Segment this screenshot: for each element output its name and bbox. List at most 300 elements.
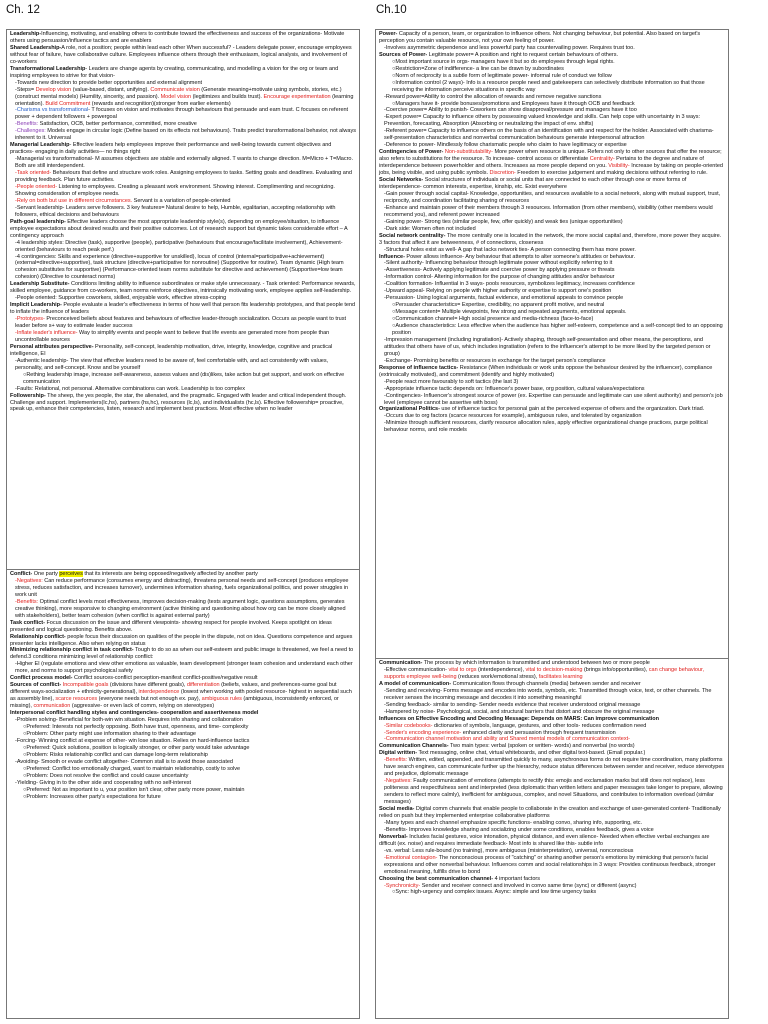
note-line	[379, 393, 725, 407]
note-text: Social structures of individuals or social units that are connected to each other through one or more forms of interdependence- common interests, expertise, kinship, etc. Exist everywhere	[379, 177, 687, 190]
note-text: ○Communication channel= High social presence and media-richness (face-to-face)	[392, 316, 594, 323]
communication-notes-box	[375, 659, 729, 1019]
note-line	[10, 316, 356, 330]
note-text: Social Networks-	[379, 177, 424, 184]
note-text: use of influence tactics for personal gain at the perceived expense of others and the organization. Dark triad.	[439, 406, 705, 413]
note-text: Model vision	[160, 93, 192, 100]
note-line	[10, 205, 356, 219]
note-text: Response of influence tactics-	[379, 364, 459, 371]
note-line	[10, 156, 356, 170]
note-text: ○Managers have it- provide bonuses/promotions and Employees have it through OCB and feedback	[392, 100, 635, 107]
note-text: -Negatives:	[384, 778, 412, 785]
note-text: Models engage in circular logic (Define based on its effects not behaviours). Traits predict transformational behavior, not always inherent to it. Universal	[15, 128, 356, 142]
note-text: Conflict process model-	[10, 675, 73, 682]
note-line	[10, 724, 356, 731]
note-text: Non-substitutability-	[444, 149, 493, 156]
note-text: ○Restriction=Zone of indifference- a line can be drawn by subordinates	[392, 65, 564, 72]
note-line	[10, 184, 356, 198]
note-line	[10, 634, 356, 648]
right-column	[375, 29, 729, 1019]
note-line	[379, 883, 725, 890]
note-text: Leadership Substitute-	[10, 281, 70, 288]
note-text: Way to simplify events and people want to believe that life events are generated more from people than uncontrollable sources	[15, 329, 330, 343]
note-line	[10, 240, 356, 254]
note-text: Implicit Leadership-	[10, 302, 62, 309]
note-line	[379, 31, 725, 45]
note-line	[379, 743, 725, 750]
note-text: Communication flows through channels (media) between sender and receiver	[451, 680, 641, 687]
note-line	[10, 121, 356, 128]
note-text: vital to orgs	[448, 666, 477, 673]
note-line	[379, 413, 725, 420]
note-text: Social media-	[379, 806, 415, 813]
note-line	[10, 198, 356, 205]
note-text: ○Persuader characteristics= Expertise, credibility, no apparent profit motive, and neutral	[392, 302, 605, 309]
note-text: -Hampered by noise- Psychological, social, and structural barriers that distort and obscure the original message	[384, 708, 655, 715]
note-text: -Structural holes exist as well- A gap that lacks network ties- A person connecting them has more power.	[384, 246, 636, 253]
note-line	[379, 142, 725, 149]
note-line	[10, 358, 356, 372]
note-text: ○Information control (2 ways)- Info is a resource people need and gatekeepers can selectively distribute information so that those receiving the information perceive situations in specific way	[392, 79, 705, 93]
note-text: Social network centrality-	[379, 232, 446, 239]
note-text: enhanced clarity and persuasion through frequent transmission	[461, 729, 616, 736]
note-text: Influencing, motivating, and enabling others to contribute toward the effectiveness and success of the organizations- Motivate others using persuasion/influence tactics and are enablers	[10, 31, 345, 44]
note-text: ambiguous rules	[201, 696, 242, 703]
note-text: Build Commitment	[45, 100, 91, 107]
note-line	[379, 101, 725, 108]
note-text: -Appropriate influence tactic depends on: Influencer's power base, org position, cultural values/expectations	[384, 385, 645, 392]
note-text: -People oriented: Supportive coworkers, skilled, enjoyable work, effective stress-coping	[15, 295, 227, 302]
note-line	[10, 738, 356, 745]
note-text: -Managerial vs transformational- M assumes objectives are stable and externally aligned. T wants to change direction. M=Micro + T=Macro. Both are still interdependent.	[15, 156, 353, 170]
left-column	[6, 29, 360, 1019]
note-text: Nonverbal-	[379, 833, 408, 840]
note-text: Power-	[379, 31, 398, 37]
note-text: -Avoiding- Smooth or evade conflict altogether- Common stall is to avoid those associated	[15, 758, 233, 765]
note-text: Conditions limiting ability to influence subordinates or make style unnecessary. - Task oriented: Performance rewards, skilled employee, guidance from co-workers, team norms reinforce objectives, intrinsically motivating work, employee applies self-leadership.	[10, 281, 356, 295]
note-line	[10, 759, 356, 766]
note-text: The process by which information is transmitted and understood between two or more people	[422, 660, 650, 666]
note-line	[379, 736, 725, 743]
note-line	[379, 302, 725, 309]
note-text: -Contingencies- Influencer's strongest source of power (ex. Expertise can persuade and legitimate can use silent authority) and person's job level (employee cannot be assertive with boss)	[384, 392, 723, 406]
note-text: ○Problem: Does not resolve the conflict and could cause uncertainty	[23, 772, 189, 779]
note-text: -Deference to power- Mindlessly follow charismatic people who claim to have legitimacy or expertise	[384, 142, 627, 149]
note-text: -Exchange- Promising benefits or resources in exchange for the target person's compliance	[384, 357, 606, 364]
note-text: -Reward power=Ability to control the allocation of rewards and remove negative sanctions	[384, 93, 602, 100]
note-text: People evaluate a leader's effectiveness in terms of how well that person fits leadership prototypes, and that people tend to inflate the influence of leaders	[10, 302, 356, 316]
note-text: Discretion-	[489, 170, 516, 177]
note-text: The nonconscious process of "catching" or sharing another person's emotions by mimicking that person's facial expressions and other nonverbal behaviour. Influences comm and social relationships in 3 ways: Provides continuous feedback, stronger emotional meaning, fulfills drive to bond	[384, 854, 716, 875]
note-text: -Assertiveness- Actively applying legitimate and coercive power by applying pressure or threats	[384, 267, 615, 274]
note-text: Leadership-	[10, 31, 42, 37]
note-line	[379, 702, 725, 709]
note-line	[10, 731, 356, 738]
note-text: -Dark side: Women often not included	[384, 225, 476, 232]
note-line	[10, 766, 356, 773]
note-text: (value-based, distant, unifying).	[71, 86, 151, 93]
note-line	[379, 778, 725, 806]
note-line	[10, 571, 356, 578]
note-line	[379, 723, 725, 730]
note-line	[10, 254, 356, 282]
note-text: -4 contingencies: Skills and experience (directive+supportive for unskilled), locus of control (internal=participative+achievement) (external=directive+supportive), task structure (directive+participative for nonroutine) (Supportive for routine). Team dynamic (High team cohesion substitutes for supportive) (Performance-oriented team norms substitute for directive and achievement) (Supportive=low team cohesion) (Directive to counteract norms)	[15, 253, 344, 281]
note-text: -Benefits- Improves knowledge sharing and socializing under some conditions, enables feedback, gives a voice	[384, 826, 654, 833]
note-line	[10, 710, 356, 717]
note-line	[379, 316, 725, 323]
note-text: Freedom to exercise judgement and making decisions without referring to rule.	[515, 170, 708, 177]
note-text: (learning orientation).	[15, 93, 354, 107]
note-text: -Many types and each channel emphasize specific functions- enabling convo, sharing info, supporting, etc.	[384, 819, 643, 826]
note-line	[379, 716, 725, 723]
note-text: -Benefits:	[15, 598, 39, 605]
note-text: A model of communication-	[379, 680, 452, 687]
note-text: -Sending and receiving- Forms message and encodes into words, symbols, etc. Transmitted through voice, text, or other channels. The receiver senses the incoming message and decodes it into something meaningful	[384, 687, 712, 701]
note-line	[10, 620, 356, 634]
note-line	[10, 773, 356, 780]
note-text: Includes facial gestures, voice intonation, physical distance, and even silence- Needed when effective verbal exchanges are difficult (ex. noise) and requires immediate feedback- Most info is shared like this- subtle info	[379, 833, 710, 847]
note-line	[379, 806, 725, 820]
note-text: Focus discussion on the issue and different viewpoints- showing respect for people involved. Keeps spotlight on ideas presented and logical questioning. Benefits above.	[10, 619, 332, 633]
note-line	[379, 406, 725, 413]
note-text: More power when resource is unique. Refers not only to other sources that offer the resource; also refers to substitutions for the resource. To increase- control access or differentiate	[379, 149, 722, 163]
note-text: 4 important factors	[493, 875, 540, 882]
note-line	[379, 309, 725, 316]
note-line	[379, 52, 725, 59]
note-line	[379, 107, 725, 114]
note-text: Behaviours that define and structure work roles. Assigning employees to tasks. Setting goals and deadlines. Evaluating and providing feedback. Plan future activities.	[15, 170, 352, 184]
note-text: Satisfaction, OCB, better performance, committed, more creative	[38, 121, 197, 128]
note-line	[379, 288, 725, 295]
note-text: Can reduce performance (consumes energy and distracting), threatens personal needs and self-concept (produces employee stress, reduces satisfaction, and increases turnover), undermines information sharing, fuels organizational politics, and power struggles in work unit	[15, 577, 349, 598]
note-text: (reduces work/emotional stress),	[456, 673, 539, 680]
note-text: Capacity of a person, team, or organization to influence others. Not changing behaviour, but potential. Also based on target's perception you contain valuable resource, not your own feeling of power.	[379, 31, 701, 44]
note-line	[379, 80, 725, 94]
note-text: vital to decision-making	[525, 666, 583, 673]
note-text: Legitimate power= A position and right to request certain behaviours of others.	[427, 51, 618, 58]
note-text: Listening to employees. Creating a pleasant work environment. Showing interest. Complimenting and recognizing. Showing consideration of employee needs.	[15, 183, 335, 197]
note-line	[10, 794, 356, 801]
note-text: Digital comm channels that enable people to collaborate in the creation and exchange of user-generated content- Traditionally relied on push but they implemented enterprise collaborative platforms	[379, 806, 721, 819]
note-text: dictionaries of symbols, language, gestures, and other tools- reduces confirmation need	[432, 722, 647, 729]
note-line	[379, 45, 725, 52]
note-line	[379, 688, 725, 702]
note-line	[10, 780, 356, 787]
note-line	[379, 876, 725, 883]
note-text: -Servant leadership- Leaders serve followers. 3 key features= Natural desire to help, Humble, egalitarian, accepting relationship with followers, ethical decisions and behaviours	[15, 204, 336, 218]
chapter-12-heading: Ch. 12	[6, 4, 40, 16]
note-text: -Coalition formation- Influential in 3 ways- pools resources, symbolizes legitimacy, increases confidence	[384, 281, 635, 288]
note-text: Influence-	[379, 253, 405, 260]
note-text: ○Preferred: Interests not perfectly opposing. Both have trust, openness, and time- complexity	[23, 723, 249, 730]
note-text: Task conflict-	[10, 619, 45, 626]
note-line	[379, 820, 725, 827]
note-text: Conflict-	[10, 571, 33, 577]
note-text: Written, edited, appended, and transmitted quickly to many, asynchronous forms do not require time coordination, many platforms have search engines, can communicate further up the hierarchy, reduce status differences between sender and receiver, reduce stereotypes and prejudice, diplomatic message	[384, 757, 725, 778]
note-text: Effective leaders choose the most appropriate leadership style(s), depending on employee/situation, to influence employee expectations about desired results and their positive outcomes. Lot of research support but dynamic takes considerable effort – A contingency approach	[10, 218, 348, 239]
note-line	[10, 66, 356, 80]
note-line	[10, 647, 356, 661]
note-text: -Gain power through social capital- Knowledge, opportunities, and resources available to a social network, along with mutual support, trust, reciprocity, and coordination facilitating sharing of resources	[384, 190, 721, 204]
note-line	[379, 855, 725, 876]
note-line	[10, 107, 356, 121]
note-text: -Sending feedback- similar to sending- Sender needs evidence that receiver understood original message	[384, 701, 641, 708]
note-text: (brings info/opportunities),	[582, 666, 649, 673]
note-line	[379, 260, 725, 267]
note-text: -Impression management (including ingratiation)- Actively shaping, through self-presentation and other means, the perceptions, and attitudes that others have of us, which includes ingratiation (refers to the influencer's attempt to be more liked by the targeted person or group)	[384, 336, 711, 357]
note-text: -Benefits:	[15, 121, 39, 128]
note-line	[10, 219, 356, 240]
note-text: -Silent authority- Influencing behaviour through legitimate power without explicitly referring to it	[384, 260, 613, 267]
note-text: Tough to do so as when our self-esteem and public image is threatened, we feel a need to defend.3 conditions minimizing level of relationship conflict:	[10, 647, 354, 661]
note-line	[379, 681, 725, 688]
note-text: -Expert power= Capacity to influence others by possessing valued knowledge and skills. Can help cope with uncertainty in 3 ways: Prevention, forecasting, Absorption (Absorbing or neutralizing the impact of env. shifts)	[384, 114, 701, 128]
note-text: ○Sync: high-urgency and complex issues. Async: simple and low time urgency tasks	[392, 889, 597, 896]
note-text: Minimizing relationship conflict in task conflict-	[10, 647, 134, 654]
note-text: Followership-	[10, 392, 46, 399]
note-text: scarce resources	[55, 696, 98, 703]
note-line	[10, 578, 356, 599]
note-text: can change behaviour, supports employee well-being	[384, 666, 704, 680]
note-text: Communication-	[379, 660, 423, 666]
note-text: The more centrally one is located in the network, the more social capital and, therefore, more power they acquire. 3 factors that affect it are betweenness, # of connections, closeness	[379, 232, 722, 246]
note-text: One party	[32, 571, 60, 577]
note-line	[379, 730, 725, 737]
note-text: -Yielding- Giving in to the other side and cooperating with no self-interest	[15, 779, 192, 786]
note-line	[379, 757, 725, 778]
note-text: -Negatives:	[15, 577, 43, 584]
conflict-notes-box	[6, 570, 360, 1019]
note-text: ○Most important source in orgs- managers have it but so do employees through legal rights.	[392, 58, 615, 65]
note-text: Contingencies of Power-	[379, 149, 444, 156]
note-text: -Authentic leadership- The view that effective leaders need to be aware of, feel comfortable with, and act consistently with values, personality, and self-concept. Know and be yourself	[15, 357, 329, 371]
note-text: (divisions have different goals),	[108, 682, 187, 689]
note-text: facilitates learning	[538, 673, 583, 680]
note-text: Managerial Leadership	[10, 142, 70, 149]
note-line	[379, 267, 725, 274]
note-line	[379, 295, 725, 302]
note-text: -Information control- Altering information for the purpose of changing attitudes and/or behaviour	[384, 274, 615, 281]
note-text: Power allows influence- Any behaviour that attempts to alter someone's attitudes or behaviour.	[404, 253, 635, 260]
note-line	[10, 599, 356, 620]
note-text: (ambiguous, inconsistently enforced, or missing),	[10, 696, 339, 710]
note-text: ○Problem: Other party might use information sharing to their advantage	[23, 730, 196, 737]
note-line	[10, 45, 356, 66]
note-text: Faulty communication of emotions (attempts to rectify this: emojis and exclamation marks but still does not replace), less politeness and respectfulness sent and interpreted (less diplomatic than written letters and paper messages take longer to prepare, allowing senders to reflect more calmly), inefficient for ambiguous, complex, and novel Situations, and contributes to information overload (similar messages)	[384, 778, 723, 806]
note-text: (aggressive- or even lack of comm, relying on stereotypes)	[70, 703, 215, 710]
note-text: (beliefs, values, and preferences-same goal but different ways-socialization + ethnicity-generational),	[10, 682, 337, 696]
note-line	[379, 365, 725, 379]
note-line	[10, 393, 356, 414]
note-line	[379, 420, 725, 434]
note-text: -Charisma vs transformational	[15, 107, 89, 114]
note-line	[10, 31, 356, 45]
note-line	[379, 73, 725, 80]
note-text: ○Problem: Increases other party's expectations for future	[23, 793, 161, 800]
note-text: Communication Channels-	[379, 743, 449, 750]
note-line	[379, 233, 725, 247]
note-text: -Prototypes-	[15, 316, 45, 323]
note-text: A role, not a position; people within lead each other When successful? - Leaders delegate power, encourage employees without fear of failure, have collaborative culture. Employees influence others through their enthusiasm, logical analysis, and involvement of co-workers	[10, 44, 352, 65]
note-line	[10, 87, 356, 108]
note-text: -Effective communication-	[384, 666, 449, 673]
note-text: Influences on Effective Encoding and Decoding Message: Depends on MARS: Can improve communication	[379, 715, 660, 722]
note-text: -Steps=	[15, 86, 36, 93]
note-text: communication	[33, 703, 71, 710]
note-text: (legitimizes and builds trust).	[191, 93, 264, 100]
chapter-10-heading: Ch.10	[376, 4, 407, 16]
note-line	[379, 889, 725, 896]
note-text: Two main types: verbal (spoken or written- words) and nonverbal (no words)	[448, 743, 635, 750]
note-line	[379, 834, 725, 848]
leadership-notes-box	[6, 29, 360, 570]
note-line	[379, 94, 725, 101]
note-text: Personality, self-concept, leadership motivation, drive, integrity, knowledge, cognitive and practical intelligence, EI	[10, 343, 333, 357]
note-text: Increase by taking on people-oriented jobs, being visible, and using public symbols.	[379, 163, 723, 177]
note-text: Personal attributes perspective-	[10, 343, 94, 350]
note-text: ○Problem: Risks relationship conflict and can damage long-term relationship	[23, 751, 208, 758]
note-text: -4 leadership styles: Directive (task), supportive (people), participative (behaviours that encourage/facilitate involvement), Achievement-oriented (behaviours to reach peak perf.)	[15, 239, 343, 253]
note-line	[10, 787, 356, 794]
note-text: people focus their discussion on qualities of the people in the dispute, not on idea. Questions competence and argues presenter lacks intelligence. Also when relying on status	[10, 633, 353, 647]
note-line	[379, 709, 725, 716]
note-text: Conflict sources-conflict perception-manifest conflict-positive/negative result	[72, 675, 258, 682]
note-text: - Leaders are change agents by creating, communicating, and modelling a vision for the org or team and inspiring employees to strive for that vision-	[10, 65, 339, 79]
note-text: -Minimize through sufficient resources, clarify resource allocation rules, apply effective organizational change practices, purge political behaviour norms, and role models	[384, 420, 708, 434]
note-text: -Persuasion- Using logical arguments, factual evidence, and emotional appeals to convince people	[384, 295, 624, 302]
note-text: Choosing the best communication channel-	[379, 875, 494, 882]
note-text: -Faults: Relational, not personal. Alternative combinations can work. Leadership is too complex	[15, 385, 245, 392]
note-text: -Coercive power= Ability to punish- Coworkers can show disapproval/pressure and managers have it too	[384, 107, 637, 114]
note-line	[379, 274, 725, 281]
note-text: -Rely on both but use in different circumstances.	[15, 197, 133, 204]
note-text: Sources of conflict-	[10, 682, 62, 689]
note-text: Shared Leadership-	[10, 44, 62, 51]
note-line	[379, 177, 725, 191]
note-text: ○Preferred: Not as important to u, your position isn't clear, other party more power, maintain	[23, 786, 245, 793]
note-text: -Sender's encoding experience-	[384, 729, 462, 736]
note-line	[10, 330, 356, 344]
note-line	[379, 226, 725, 233]
note-text: ○Preferred: Conflict too emotionally charged, want to maintain relationship, costly to solve	[23, 765, 241, 772]
note-text: -Gaining power- Strong ties (similar people, few, offer quickly) and weak ties (unique opportunities)	[384, 218, 623, 225]
note-text: interdependence	[138, 689, 180, 696]
note-text: -Occurs due to org factors (scarce resources for example), ambiguous rules, and tolerated by organization	[384, 413, 642, 420]
note-text: Transformational Leadership	[10, 65, 86, 72]
note-line	[10, 372, 356, 386]
note-text: -People oriented-	[15, 183, 58, 190]
note-text: Digital written-	[379, 750, 418, 757]
note-text: Preconceived beliefs about features and behaviours of effective leader-through socialization. Occurs as people want to trust leader before s+ way to estimate leader success	[15, 316, 346, 330]
note-text: -vs. verbal: Less rule-bound (no training), more ambiguous (misinterpretation), universal, nonconscious	[384, 847, 634, 854]
note-line	[10, 344, 356, 358]
note-line	[379, 848, 725, 855]
note-text: differentiation	[186, 682, 220, 689]
note-text: -Referent power= Capacity to influence others on the basis of an identification with and respect for the holder. Associated with charisma- self-presentation characteristics and nonverbal communication behaviours generate interpersonal attraction	[384, 128, 714, 142]
note-text: -Forcing- Winning conflict at expense of other- win lose situation. Relies on hard-influence tactics	[15, 737, 250, 744]
note-text: Pertains to the degree and nature of interdependence between powerholder and others. Increases as more people depend on you.	[379, 156, 704, 170]
note-line	[10, 675, 356, 682]
note-text: Sources of Power-	[379, 51, 428, 58]
note-text: -Enhance and maintain power of their members through 3 resources. Information (from other members), visibility (other members would recommend you), and referent power increased	[384, 204, 713, 218]
note-line	[379, 149, 725, 177]
note-line	[10, 142, 356, 156]
note-line	[10, 128, 356, 142]
note-text: (interdependence),	[476, 666, 526, 673]
note-text: Centrality-	[589, 156, 615, 163]
note-text: Incompatible goals	[62, 682, 109, 689]
power-notes-box	[375, 29, 729, 659]
note-line	[10, 80, 356, 87]
note-line	[379, 827, 725, 834]
note-text: Sender and receiver connect and involved in convo same time (sync) or different (async)	[420, 882, 637, 889]
note-line	[10, 281, 356, 295]
note-line	[10, 717, 356, 724]
note-line	[379, 205, 725, 219]
note-text: (everyone needs but not enough ex. pay),	[97, 696, 202, 703]
note-text: -Task oriented-	[15, 170, 52, 177]
note-text: (lowest when working with pooled resource- highest in sequential such as assembly line),	[10, 689, 352, 703]
note-text: -Emotional contagion-	[384, 854, 438, 861]
note-text: -Benefits:	[384, 757, 408, 764]
note-text: ○Message content= Multiple viewpoints, few strong and repeated arguments, emotional appeals.	[392, 309, 627, 316]
note-text: -Similar codebooks-	[384, 722, 433, 729]
note-text: - T focuses on vision and motivates through behaviours that persuade and earn trust. C focuses on referent power + dependent followers + powergoal	[15, 107, 349, 121]
note-line	[379, 219, 725, 226]
note-text: (Generate meaning+motivate using symbols, stories, etc.) (construct mental models) (Humility, sincerity, and passion).	[15, 86, 342, 100]
note-line	[379, 128, 725, 142]
note-text: Interpersonal conflict handling styles and contingencies- cooperation and assertiveness model	[10, 710, 259, 717]
note-text: ○Audience characteristics: Less effective when the audience has higher self-esteem, competence and a self-concept tied to an opposing position	[392, 323, 723, 336]
note-text: -Challenges:	[15, 128, 46, 135]
note-text: -Inflate leader's influence-	[15, 329, 78, 336]
note-line	[379, 358, 725, 365]
note-text: Resistance (When individuals or work units oppose the behaviour desired by the influencer), compliance (extrinsically motivated), and commitment (identify and highly motivated)	[379, 364, 713, 378]
note-line	[10, 170, 356, 184]
note-text: -Problem solving- Beneficial for both-win win situation. Requires info sharing and collaboration	[15, 717, 243, 724]
note-text: -Communication channel motivation and ability and Shared mental models of communication context-	[384, 736, 630, 743]
note-line	[379, 750, 725, 757]
note-text: Path-goal leadership-	[10, 218, 66, 225]
note-line	[379, 247, 725, 254]
note-text: Organizational Politics-	[379, 406, 440, 413]
note-line	[379, 386, 725, 393]
note-line	[10, 386, 356, 393]
note-line	[379, 66, 725, 73]
note-text: that its interests are being opposed/negatively affected by another party	[82, 571, 258, 577]
note-line	[379, 337, 725, 358]
note-text: Communicate vision	[150, 86, 200, 93]
note-line	[10, 302, 356, 316]
note-text: Optimal conflict levels most effectiveness, improves decision-making (tests argument logic, questions assumptions, generates creative thinking), more responsive to changing environment (active thinking and questioning about how org can be more closely aligned with stakeholders), better team cohesion (when conflict is against external party)	[15, 598, 346, 619]
note-text: ○Rething leadership image, increase self-awareness, assess values and (dis)likes, take action but get support, and work on effective communication	[23, 371, 345, 385]
note-line	[379, 114, 725, 128]
note-line	[10, 752, 356, 759]
note-line	[379, 660, 725, 667]
note-text: -Towards new direction to provide better opportunities and external alignment	[15, 79, 203, 86]
note-line	[10, 661, 356, 675]
note-line	[10, 745, 356, 752]
note-text: ○Preferred: Quick solutions, position is logically stronger, or other party would take advantage	[23, 744, 250, 751]
note-line	[379, 254, 725, 261]
note-line	[10, 682, 356, 710]
note-text: Servant is a variation of people-oriented	[132, 197, 231, 204]
highlighted-text: perceives	[59, 571, 83, 577]
note-line	[379, 281, 725, 288]
note-line	[379, 379, 725, 386]
note-text: (rewards and recognition)(stronger from earlier elements)	[90, 100, 231, 107]
note-text: - Effective leaders help employees improve their performance and well-being towards current objectives and practices- engaging in daily activities— no things right	[10, 142, 332, 156]
